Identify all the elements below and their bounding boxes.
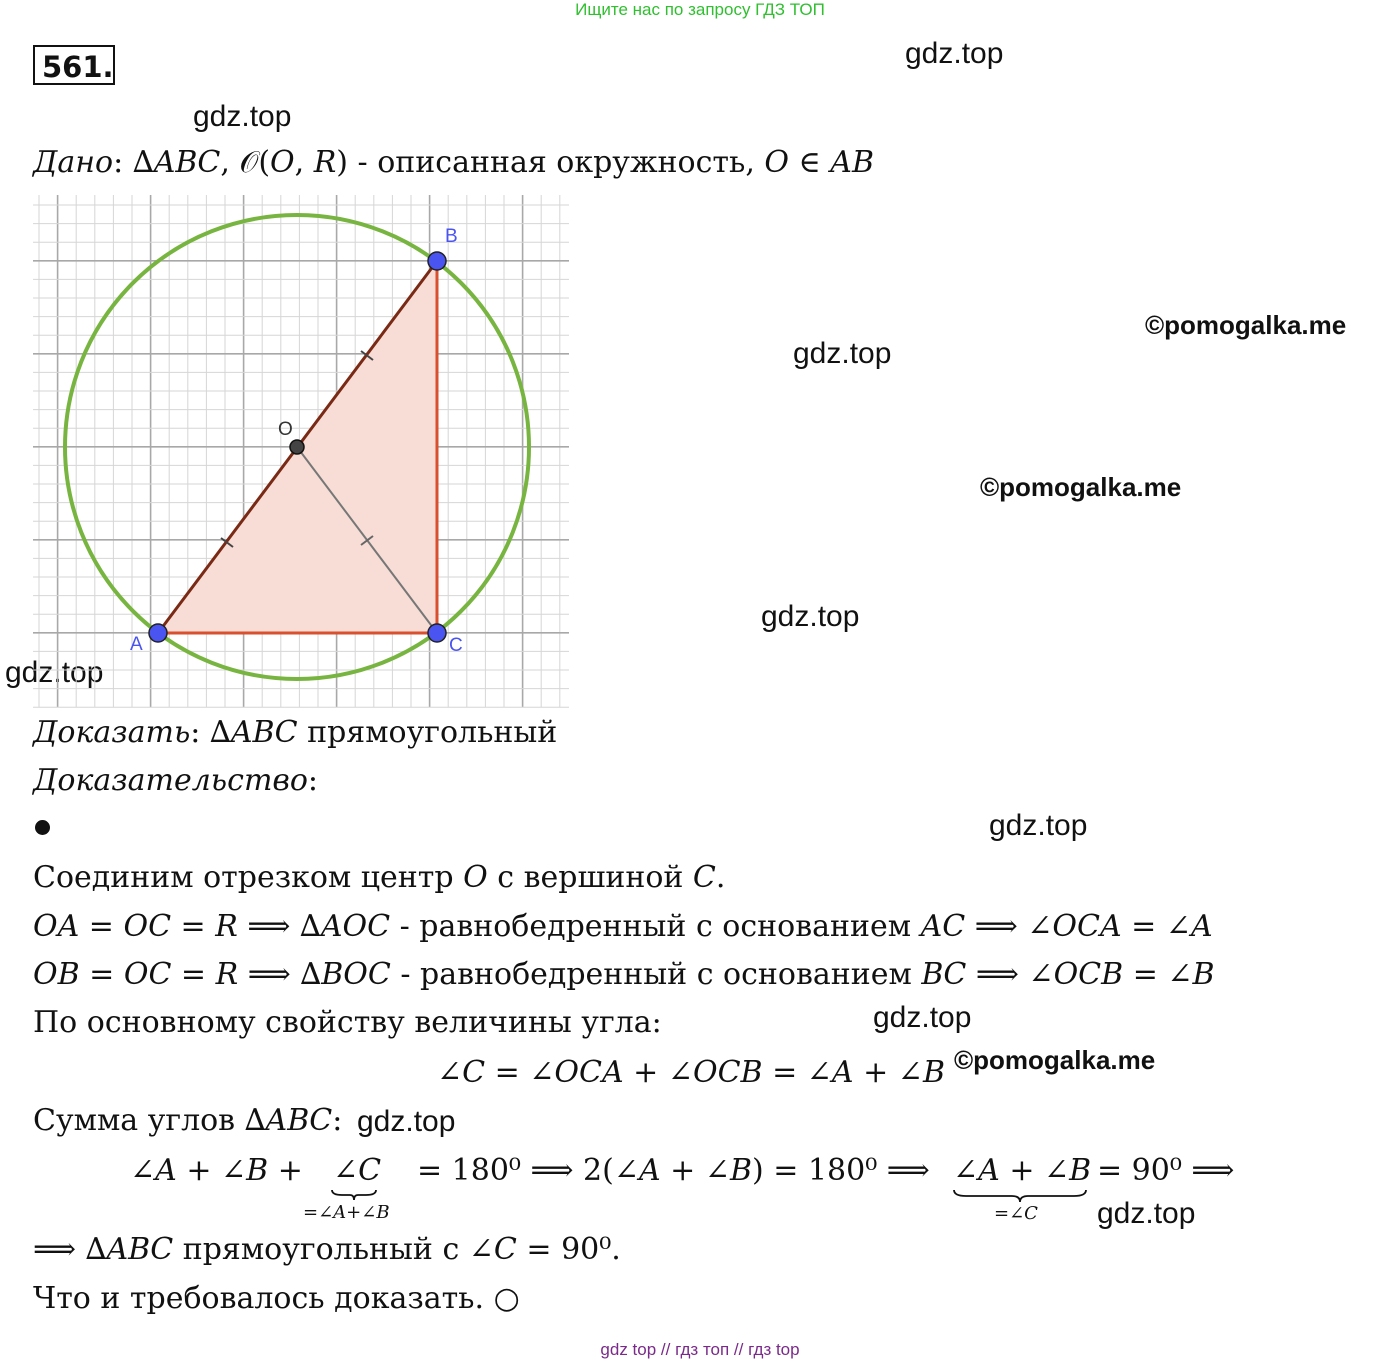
angle-c-formula: ∠𝐶 = ∠𝑂𝐶𝐴 + ∠𝑂𝐶𝐵 = ∠𝐴 + ∠𝐵 xyxy=(437,1055,945,1090)
search-banner: Ищите нас по запросу ГДЗ ТОП xyxy=(575,0,825,19)
label-o: O xyxy=(278,419,293,440)
proof-label: Доказательство xyxy=(33,763,308,798)
watermark-gdz: gdz.top xyxy=(5,656,104,689)
watermark-gdz: gdz.top xyxy=(793,337,892,370)
equation-angle-c: ∠𝐶 xyxy=(333,1153,382,1188)
equation-part-1: ∠𝐴 + ∠𝐵 + xyxy=(130,1153,303,1188)
point-o xyxy=(290,440,304,454)
underbrace-note: =∠𝐴+∠𝐵 xyxy=(303,1202,390,1223)
angle-sum-heading: Сумма углов ∆𝐴𝐵𝐶: xyxy=(33,1103,343,1138)
point-c xyxy=(428,624,446,642)
qed-line: Что и требовалось доказать. ○ xyxy=(33,1281,520,1316)
watermark-pomogalka: ©pomogalka.me xyxy=(980,472,1182,502)
bullet-point xyxy=(35,820,50,835)
proof-line-1: Соединим отрезком центр 𝑂 с вершиной 𝐶. xyxy=(33,860,726,895)
prove-text: : ∆𝐴𝐵𝐶 прямоугольный xyxy=(190,715,558,750)
underbrace xyxy=(952,1188,1088,1204)
watermark-gdz: gdz.top xyxy=(357,1105,456,1138)
proof-line-4: По основному свойству величины угла: xyxy=(33,1005,662,1040)
given-line xyxy=(33,145,874,180)
watermark-pomogalka: ©pomogalka.me xyxy=(1145,310,1347,340)
watermark-gdz: gdz.top xyxy=(905,37,1004,70)
label-b: B xyxy=(445,226,458,247)
watermark-gdz: gdz.top xyxy=(873,1001,972,1034)
label-a: A xyxy=(130,634,143,655)
equation-part-2: = 180⁰ ⟹ 2(∠𝐴 + ∠𝐵) = 180⁰ ⟹ xyxy=(417,1153,930,1188)
watermark-gdz: gdz.top xyxy=(761,600,860,633)
watermark-gdz: gdz.top xyxy=(989,809,1088,842)
given-text: : ∆𝐴𝐵𝐶, 𝒪(𝑂, 𝑅) - описанная окружность, 𝑂 ∈ 𝐴𝐵 xyxy=(113,145,874,180)
proof-suffix: : xyxy=(307,763,319,798)
equation-sum: ∠𝐴 + ∠𝐵 xyxy=(953,1153,1092,1188)
footer-links: gdz top // гдз топ // гдз top xyxy=(600,1340,800,1359)
point-b xyxy=(428,252,446,270)
prove-label: Доказать xyxy=(33,715,191,750)
prove-line xyxy=(33,715,557,750)
underbrace-note: =∠𝐶 xyxy=(994,1203,1038,1224)
proof-line-3: 𝑂𝐵 = 𝑂𝐶 = 𝑅 ⟹ ∆𝐵𝑂𝐶 - равнобедренный с основанием 𝐵𝐶 ⟹ ∠𝑂𝐶𝐵 = ∠𝐵 xyxy=(33,957,1215,992)
underbrace xyxy=(330,1188,378,1202)
equation-part-3: = 90⁰ ⟹ xyxy=(1097,1153,1235,1188)
point-a xyxy=(149,624,167,642)
conclusion-line: ⟹ ∆𝐴𝐵𝐶 прямоугольный с ∠𝐶 = 90⁰. xyxy=(33,1232,621,1267)
geometry-figure xyxy=(33,195,573,710)
proof-line-2: 𝑂𝐴 = 𝑂𝐶 = 𝑅 ⟹ ∆𝐴𝑂𝐶 - равнобедренный с основанием 𝐴𝐶 ⟹ ∠𝑂𝐶𝐴 = ∠𝐴 xyxy=(33,909,1213,944)
watermark-pomogalka: ©pomogalka.me xyxy=(954,1045,1156,1075)
watermark-gdz: gdz.top xyxy=(1097,1197,1196,1230)
proof-heading xyxy=(33,763,318,798)
label-c: C xyxy=(449,635,463,656)
given-label: Дано xyxy=(33,145,114,180)
watermark-gdz: gdz.top xyxy=(193,100,292,133)
problem-number: 561. xyxy=(33,45,115,85)
